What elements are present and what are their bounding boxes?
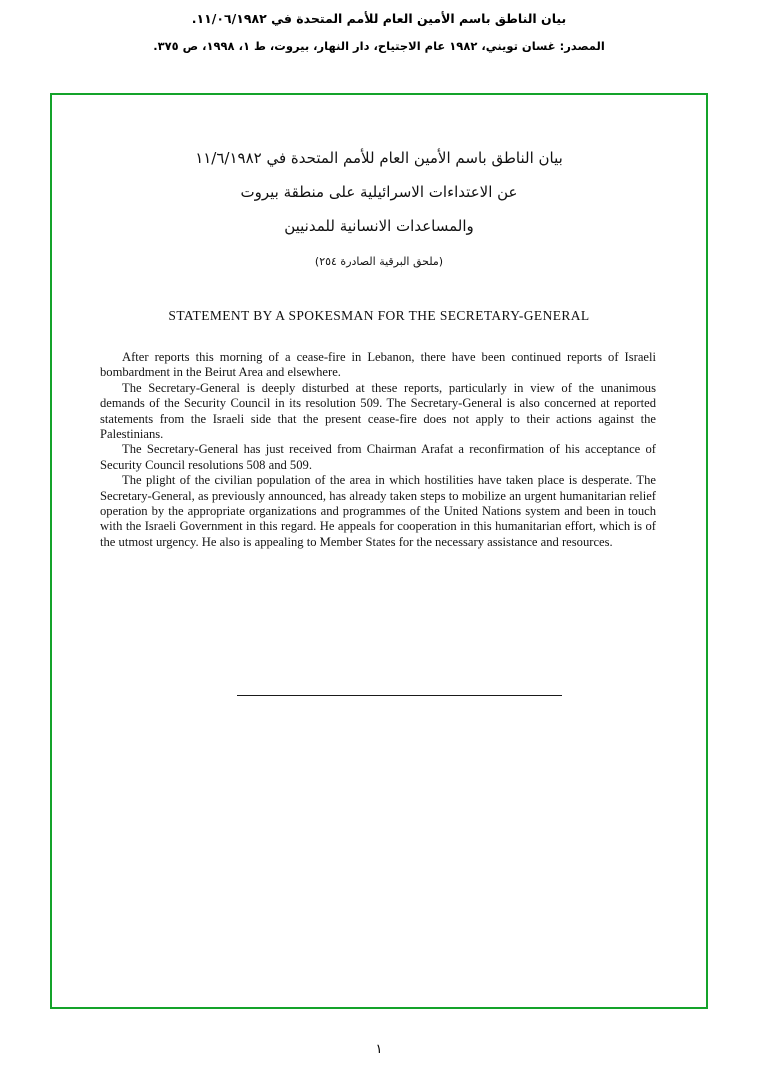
source-header-title: بيان الناطق باسم الأمين العام للأمم المتحدة في ١١/٠٦/١٩٨٢. (191, 11, 567, 26)
arabic-title-line-3: والمساعدات الانسانية للمدنيين (284, 217, 474, 235)
arabic-title (96, 141, 662, 243)
statement-paragraph: After reports this morning of a cease-fire in Lebanon, there have been continued reports of Israeli bombardment in the Beirut Area and elsewhere. (100, 350, 656, 380)
source-header-citation: المصدر: غسان تويني، ١٩٨٢ عام الاجتياح، دار النهار، بيروت، ط ١، ١٩٩٨، ص ٣٧٥. (153, 39, 605, 53)
document-body (52, 95, 706, 550)
page-number: ١ (375, 1042, 383, 1057)
statement-paragraph: The Secretary-General has just received from Chairman Arafat a reconfirmation of his acceptance of Security Council resolutions 508 and 509. (100, 442, 656, 472)
statement-paragraph: The plight of the civilian population of the area in which hostilities have taken place is desperate. The Secretary-General, as previously announced, has already taken steps to mobilize an urgent humanitarian relief operation by the appropriate organizations and programmes of the United Nations system and been in touch with the Israeli Government in this regard. He appeals for cooperation in this humanitarian effort, which is of the utmost urgency. He also is appealing to Member States for the necessary assistance and resources. (100, 473, 656, 549)
english-heading: STATEMENT BY A SPOKESMAN FOR THE SECRETARY-GENERAL (168, 308, 590, 323)
document-frame (50, 93, 708, 1009)
statement-paragraph: The Secretary-General is deeply disturbed at these reports, particularly in view of the unanimous demands of the Security Council in its resolution 509. The Secretary-General is also concerned at reported statements from the Israeli side that the present cease-fire does not apply to their actions against the Palestinians. (100, 380, 656, 442)
horizontal-rule (237, 695, 562, 696)
arabic-title-line-2: عن الاعتداءات الاسرائيلية على منطقة بيروت (240, 183, 518, 201)
arabic-subtitle: (ملحق البرقية الصادرة ٢٥٤) (314, 255, 444, 268)
arabic-title-line-1: بيان الناطق باسم الأمين العام للأمم المتحدة في ١١/٦/١٩٨٢ (195, 149, 563, 167)
source-header (0, 0, 758, 54)
statement-text (96, 350, 662, 550)
